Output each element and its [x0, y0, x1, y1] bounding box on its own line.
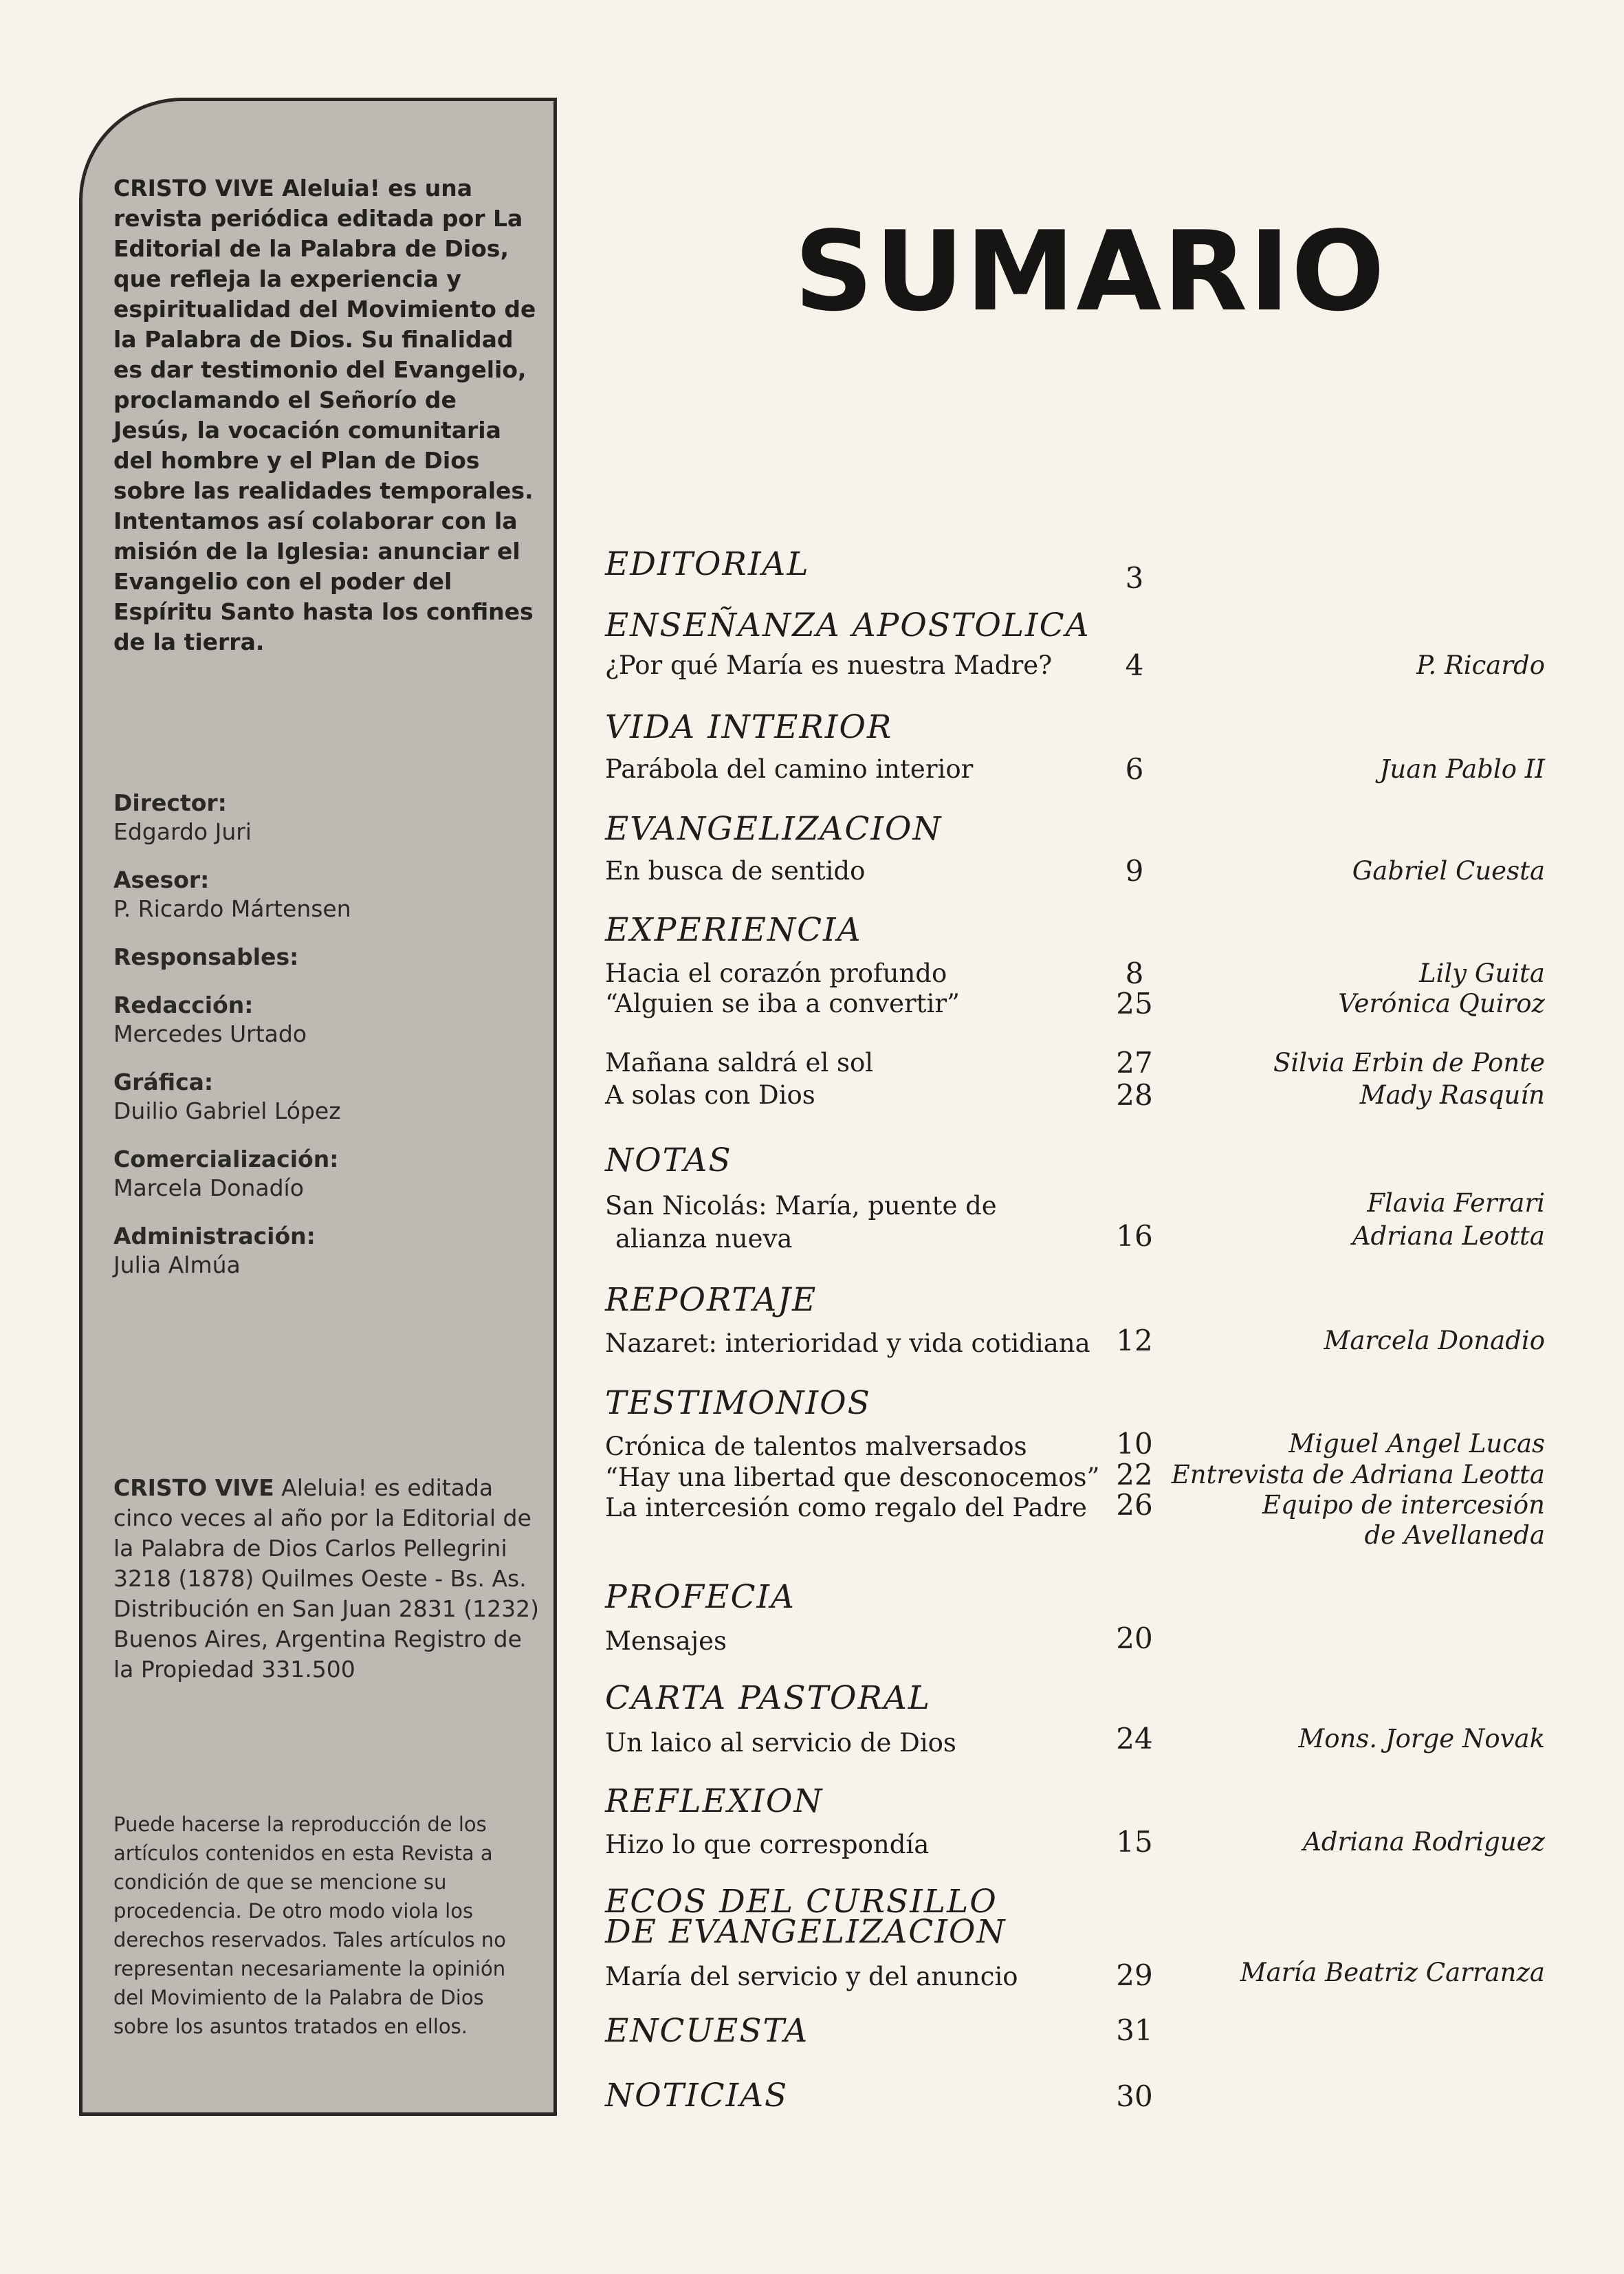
- toc-entry-author: Flavia Ferrari: [1367, 1188, 1545, 1218]
- masthead-panel: [79, 98, 557, 2116]
- copyright-disclaimer: Puede hacerse la reproducción de los artículos contenidos en esta Revista a condición de que se mencione su procedencia. De otro modo viola los derechos reservados. Tales artículos no representan necesariamente la opinión del Movimiento de la Palabra de Dios sobre los asuntos tratados en ellos.: [113, 1813, 507, 2038]
- page-number: 25: [1116, 987, 1153, 1020]
- toc-entry-author: de Avellaneda: [1364, 1520, 1545, 1550]
- toc-entry-title[interactable]: Nazaret: interioridad y vida cotidiana: [605, 1329, 1090, 1358]
- staff-name: Mercedes Urtado: [113, 1020, 307, 1047]
- section-reportaje[interactable]: REPORTAJE: [605, 1281, 818, 1319]
- toc-entry-author: Marcela Donadio: [1324, 1326, 1545, 1355]
- staff-comercializacion: [113, 1145, 540, 1203]
- toc-entry-author: Silvia Erbin de Ponte: [1273, 1048, 1545, 1078]
- toc-entry-title[interactable]: Crónica de talentos malversados: [605, 1432, 1027, 1461]
- section-carta-pastoral[interactable]: CARTA PASTORAL: [605, 1679, 931, 1717]
- staff-credits: [113, 789, 540, 1299]
- page-number: 22: [1116, 1458, 1153, 1491]
- staff-name: Edgardo Juri: [113, 818, 252, 845]
- section-notas[interactable]: NOTAS: [605, 1141, 732, 1179]
- toc-entry-author: P. Ricardo: [1416, 651, 1545, 680]
- staff-grafica: [113, 1068, 540, 1126]
- toc-entry-title[interactable]: Un laico al servicio de Dios: [605, 1728, 956, 1758]
- section-evangelizacion[interactable]: EVANGELIZACION: [605, 810, 943, 848]
- toc-entry-title[interactable]: En busca de sentido: [605, 856, 866, 886]
- page-title: SUMARIO: [794, 207, 1386, 336]
- staff-asesor: [113, 866, 540, 923]
- staff-name: Duilio Gabriel López: [113, 1097, 341, 1124]
- toc-entry-title[interactable]: Hizo lo que correspondía: [605, 1830, 930, 1859]
- page-number: 27: [1116, 1046, 1153, 1080]
- toc-entry-author: Entrevista de Adriana Leotta: [1171, 1460, 1545, 1489]
- toc-entry-title[interactable]: María del servicio y del anuncio: [605, 1962, 1018, 1991]
- section-experiencia[interactable]: EXPERIENCIA: [605, 911, 862, 949]
- section-noticias[interactable]: NOTICIAS: [605, 2077, 789, 2114]
- staff-administracion: [113, 1222, 540, 1280]
- page-number: 6: [1125, 752, 1144, 786]
- toc-entry-author: Verónica Quiroz: [1338, 989, 1545, 1018]
- toc-entry-author: Juan Pablo II: [1379, 754, 1545, 784]
- toc-entry-title[interactable]: ¿Por qué María es nuestra Madre?: [605, 651, 1053, 680]
- section-reflexion[interactable]: REFLEXION: [605, 1782, 824, 1820]
- toc-entry-title[interactable]: “Hay una libertad que desconocemos”: [605, 1463, 1100, 1492]
- page-number: 20: [1116, 1621, 1153, 1655]
- toc-entry-title[interactable]: Parábola del camino interior: [605, 754, 974, 784]
- page-number: 12: [1116, 1324, 1153, 1357]
- page-number: 29: [1116, 1958, 1153, 1992]
- page-number: 31: [1116, 2013, 1153, 2047]
- section-ecos-cursillo[interactable]: ECOS DEL CURSILLO: [605, 1883, 998, 1921]
- toc-entry-title[interactable]: Hacia el corazón profundo: [605, 959, 947, 988]
- section-ecos-cursillo-cont[interactable]: DE EVANGELIZACION: [605, 1913, 1007, 1951]
- toc-entry-title[interactable]: A solas con Dios: [605, 1080, 815, 1110]
- toc-entry-author: Gabriel Cuesta: [1352, 856, 1545, 886]
- toc-entry-author: Mady Rasquín: [1359, 1080, 1545, 1110]
- toc-entry-author: Lily Guita: [1418, 959, 1545, 988]
- page-number: 9: [1125, 854, 1144, 888]
- staff-role: Comercialización:: [113, 1146, 339, 1172]
- toc-entry-title-cont[interactable]: alianza nueva: [615, 1224, 793, 1254]
- toc-entry-author: Equipo de intercesión: [1262, 1490, 1545, 1520]
- page-number: 16: [1116, 1219, 1153, 1253]
- mission-statement: CRISTO VIVE Aleluia! es una revista periódica editada por La Editorial de la Palabra de Dios, que refleja la experiencia y espiritualidad del Movimiento de la Palabra de Dios. Su finalidad es dar testimonio del Evangelio, proclamando el Señorío de Jesús, la vocación comunitaria del hombre y el Plan de Dios sobre las realidades temporales. Intentamos así colaborar con la misión de la Iglesia: anunciar el Evangelio con el poder del Espíritu Santo hasta los confines de la tierra.: [113, 175, 536, 655]
- staff-role: Asesor:: [113, 866, 210, 893]
- staff-responsables: [113, 943, 540, 972]
- staff-name: P. Ricardo Mártensen: [113, 895, 351, 922]
- publisher-info: [113, 1473, 540, 1685]
- section-testimonios[interactable]: TESTIMONIOS: [605, 1384, 871, 1422]
- toc-entry-author: Miguel Angel Lucas: [1288, 1429, 1545, 1458]
- toc-entry-author: Adriana Rodriguez: [1303, 1827, 1545, 1857]
- section-editorial[interactable]: EDITORIAL: [605, 545, 810, 583]
- toc-entry-author: María Beatriz Carranza: [1240, 1958, 1545, 1987]
- page-number: 15: [1116, 1825, 1153, 1859]
- toc-entry-title[interactable]: San Nicolás: María, puente de: [605, 1191, 997, 1221]
- page-number: 28: [1116, 1078, 1153, 1112]
- staff-role: Gráfica:: [113, 1069, 214, 1095]
- toc-entry-title[interactable]: “Alguien se iba a convertir”: [605, 989, 960, 1018]
- publisher-text: Aleluia! es editada cinco veces al año por la Editorial de la Palabra de Dios Carlos Pellegrini 3218 (1878) Quilmes Oeste - Bs. As. Distribución en San Juan 2831 (1232) Buenos Aires, Argentina Registro de la Propiedad 331.500: [113, 1474, 539, 1683]
- staff-director: [113, 789, 540, 846]
- staff-role: Redacción:: [113, 992, 254, 1018]
- page-number: 3: [1125, 561, 1144, 595]
- staff-role: Director:: [113, 789, 227, 816]
- staff-role: Responsables:: [113, 943, 299, 970]
- page-number: 4: [1125, 648, 1144, 682]
- page-number: 24: [1116, 1722, 1153, 1756]
- toc-entry-author: Mons. Jorge Novak: [1298, 1724, 1545, 1753]
- page-number: 26: [1116, 1488, 1153, 1522]
- section-profecia[interactable]: PROFECIA: [605, 1578, 795, 1616]
- toc-entry-title[interactable]: La intercesión como regalo del Padre: [605, 1493, 1087, 1522]
- staff-redaccion: [113, 991, 540, 1049]
- staff-name: Julia Almúa: [113, 1251, 241, 1278]
- section-encuesta[interactable]: ENCUESTA: [605, 2012, 809, 2050]
- toc-entry-author: Adriana Leotta: [1352, 1221, 1545, 1251]
- publisher-brand: CRISTO VIVE: [113, 1474, 274, 1501]
- page-number: 8: [1125, 956, 1144, 990]
- staff-role: Administración:: [113, 1223, 316, 1249]
- section-vida-interior[interactable]: VIDA INTERIOR: [605, 708, 893, 746]
- page-number: 10: [1116, 1427, 1153, 1461]
- toc-entry-title[interactable]: Mensajes: [605, 1626, 727, 1656]
- page-number: 30: [1116, 2079, 1153, 2113]
- toc-entry-title[interactable]: Mañana saldrá el sol: [605, 1048, 874, 1078]
- staff-name: Marcela Donadío: [113, 1174, 304, 1201]
- section-ensenanza[interactable]: ENSEÑANZA APOSTOLICA: [605, 606, 1090, 644]
